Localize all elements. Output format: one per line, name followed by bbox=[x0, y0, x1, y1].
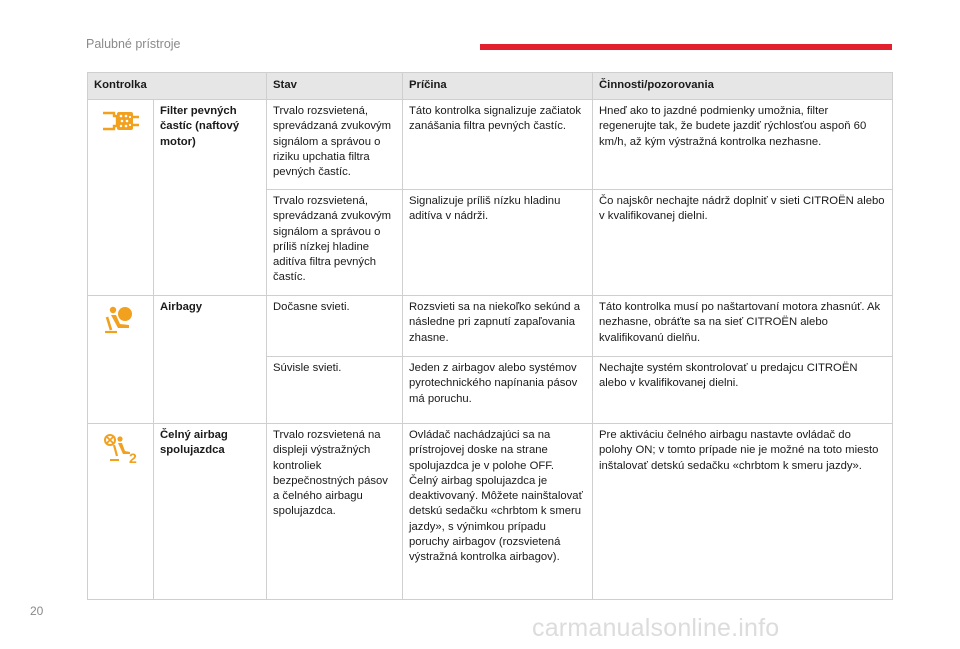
action-cell: Hneď ako to jazdné podmienky umožnia, filter regenerujte tak, že budete jazdiť rýchlosťou aspoň 60 km/h, až kým výstražná kontrolka nezhasne. bbox=[593, 100, 893, 190]
column-header-kontrolka: Kontrolka bbox=[88, 73, 267, 100]
icon-cell bbox=[88, 100, 154, 296]
icon-cell bbox=[88, 296, 154, 424]
warning-lights-table bbox=[87, 72, 893, 600]
action-cell: Nechajte systém skontrolovať u predajcu CITROËN alebo v kvalifikovanej dielni. bbox=[593, 357, 893, 424]
passenger-airbag-off-icon bbox=[102, 450, 140, 467]
column-header-pricina: Príčina bbox=[403, 73, 593, 100]
action-cell: Čo najskôr nechajte nádrž doplniť v sieti CITROËN alebo v kvalifikovanej dielni. bbox=[593, 190, 893, 296]
airbag-icon bbox=[103, 325, 139, 337]
icon-cell bbox=[88, 424, 154, 600]
particle-filter-icon bbox=[101, 125, 141, 137]
page-number: 20 bbox=[30, 604, 44, 618]
warning-light-name: Filter pevných častíc (naftový motor) bbox=[154, 100, 267, 296]
warning-light-name: Airbagy bbox=[154, 296, 267, 424]
table-header-row bbox=[88, 73, 893, 100]
column-header-cinnosti: Činnosti/pozorovania bbox=[593, 73, 893, 100]
svg-text:2: 2 bbox=[128, 450, 137, 464]
cause-cell: Táto kontrolka signalizuje začiatok zanášania filtra pevných častíc. bbox=[403, 100, 593, 190]
state-cell: Trvalo rozsvietená na displeji výstražných kontroliek bezpečnostných pásov a čelného airbagu spolujazdca. bbox=[267, 424, 403, 600]
cause-cell: Jeden z airbagov alebo systémov pyrotechnického napínania pásov má poruchu. bbox=[403, 357, 593, 424]
table-row bbox=[88, 424, 893, 600]
state-cell: Trvalo rozsvietená, sprevádzaná zvukovým signálom a správou o príliš nízkej hladine aditíva filtra pevných častíc. bbox=[267, 190, 403, 296]
state-cell: Súvisle svieti. bbox=[267, 357, 403, 424]
cause-cell: Rozsvieti sa na niekoľko sekúnd a následne pri zapnutí zapaľovania zhasne. bbox=[403, 296, 593, 357]
action-cell: Táto kontrolka musí po naštartovaní motora zhasnúť. Ak nezhasne, obráťte sa na sieť CITROËN alebo kvalifikovanú dielňu. bbox=[593, 296, 893, 357]
column-header-stav: Stav bbox=[267, 73, 403, 100]
watermark-text: carmanualsonline.info bbox=[532, 614, 780, 642]
table-row bbox=[88, 100, 893, 190]
state-cell: Trvalo rozsvietená, sprevádzaná zvukovým signálom a správou o riziku upchatia filtra pevných častíc. bbox=[267, 100, 403, 190]
header-accent-bar bbox=[480, 44, 892, 50]
warning-light-name: Čelný airbag spolujazdca bbox=[154, 424, 267, 600]
table-row bbox=[88, 296, 893, 357]
state-cell: Dočasne svieti. bbox=[267, 296, 403, 357]
cause-cell: Signalizuje príliš nízku hladinu aditíva v nádrži. bbox=[403, 190, 593, 296]
action-cell: Pre aktiváciu čelného airbagu nastavte ovládač do polohy ON; v tomto prípade nie je možné na toto miesto inštalovať detskú sedačku «chrbtom k smeru jazdy». bbox=[593, 424, 893, 600]
cause-cell: Ovládač nachádzajúci sa na prístrojovej doske na strane spolujazdca je v polohe OFF. Čelný airbag spolujazdca je deaktivovaný. Môžete nainštalovať detskú sedačku «chrbtom k smeru jazdy», s výnimkou prípadu poruchy airbagov (rozsvietená výstražná kontrolka airbagov). bbox=[403, 424, 593, 600]
section-title: Palubné prístroje bbox=[86, 37, 181, 51]
